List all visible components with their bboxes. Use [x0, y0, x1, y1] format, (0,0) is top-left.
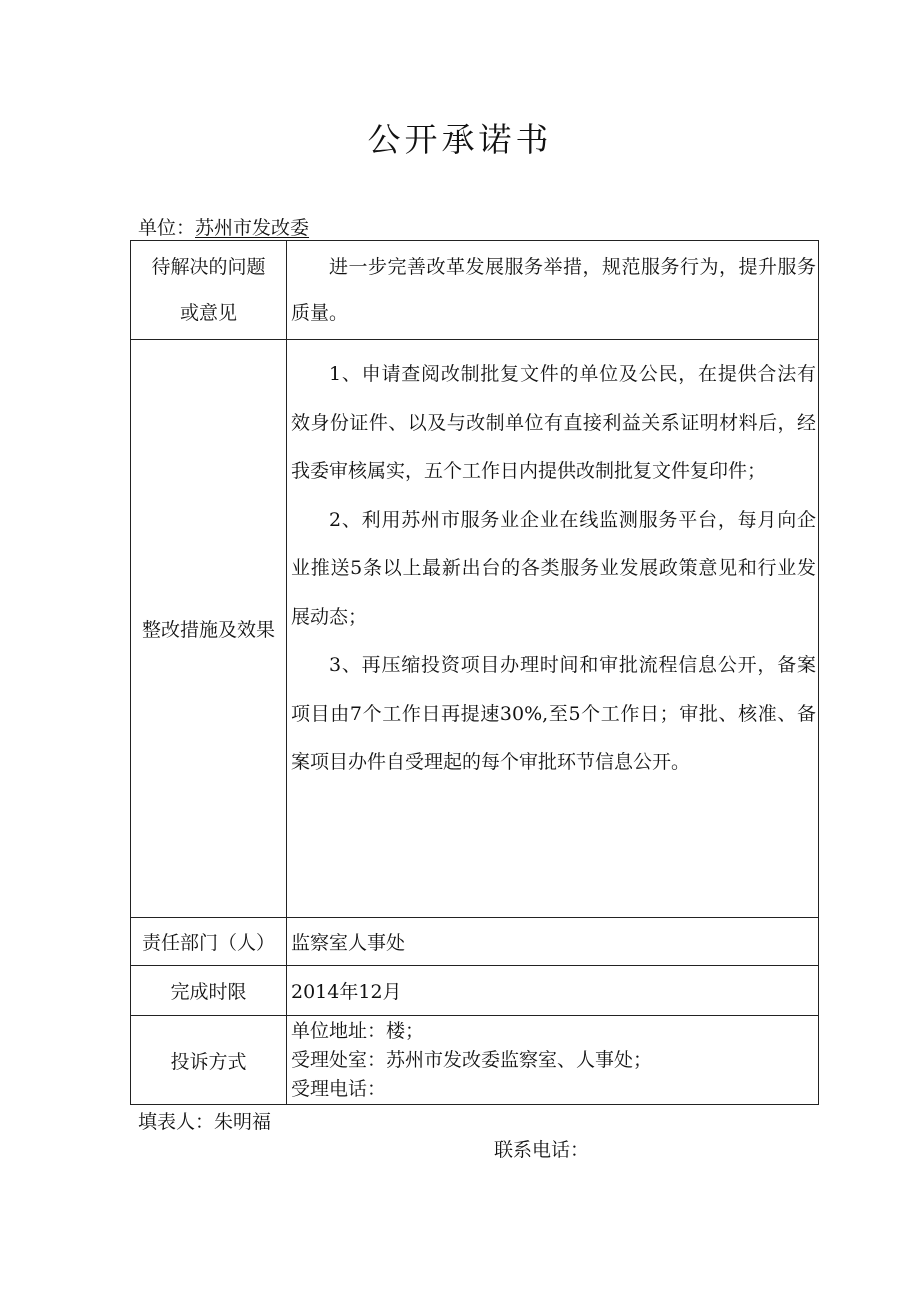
- complaint-phone: 受理电话：: [291, 1077, 387, 1100]
- complaint-address: 单位地址：楼；: [291, 1019, 425, 1042]
- issue-content-cell: [287, 241, 819, 340]
- contact-phone-label: 联系电话：: [494, 1139, 590, 1161]
- measures-label: 整改措施及效果: [131, 340, 287, 918]
- issue-label-cell: [131, 241, 287, 340]
- issue-label-line1: 待解决的问题: [151, 256, 266, 278]
- complaint-label: 投诉方式: [131, 1016, 287, 1105]
- commitment-table: [130, 240, 819, 1105]
- measure-item-3: 3、再压缩投资项目办理时间和审批流程信息公开，备案项目由7个工作日再提速30%,至5个工作日；审批、核准、备案项目办件自受理起的每个审批环节信息公开。: [291, 654, 816, 773]
- deadline-value: 2014年12月: [287, 966, 819, 1016]
- deadline-label: 完成时限: [131, 966, 287, 1016]
- issue-text: 进一步完善改革发展服务举措，规范服务行为，提升服务质量。: [291, 256, 816, 324]
- form-filler: 填表人：朱明福: [138, 1111, 272, 1133]
- deadline-row: [131, 966, 819, 1016]
- issue-row: [131, 241, 819, 340]
- measures-content-cell: [287, 340, 819, 918]
- unit-value: 苏州市发改委: [195, 217, 310, 239]
- dept-label: 责任部门（人）: [131, 918, 287, 966]
- dept-row: [131, 918, 819, 966]
- complaint-office: 受理处室：苏州市发改委监察室、人事处；: [291, 1048, 653, 1071]
- measure-item-1: 1、申请查阅改制批复文件的单位及公民，在提供合法有效身份证件、以及与改制单位有直接利益关系证明材料后，经我委审核属实，五个工作日内提供改制批复文件复印件；: [291, 363, 816, 482]
- unit-label: 单位：: [138, 217, 196, 239]
- document-title: 公开承诺书: [367, 120, 553, 159]
- measures-row: [131, 340, 819, 918]
- complaint-row: [131, 1016, 819, 1105]
- issue-label-line2: 或意见: [179, 302, 237, 324]
- unit-line: [138, 214, 309, 242]
- measure-item-2: 2、利用苏州市服务业企业在线监测服务平台，每月向企业推送5条以上最新出台的各类服务业发展政策意见和行业发展动态；: [291, 508, 816, 628]
- dept-value: 监察室人事处: [287, 918, 819, 966]
- complaint-content-cell: [287, 1016, 819, 1105]
